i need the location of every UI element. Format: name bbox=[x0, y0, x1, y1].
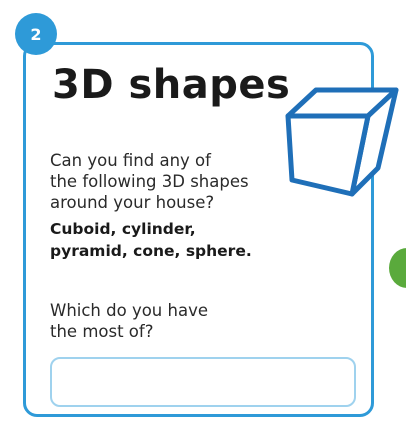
question-text bbox=[50, 150, 290, 213]
question-line: around your house? bbox=[50, 193, 215, 212]
shapes-line: pyramid, cone, sphere. bbox=[50, 242, 252, 260]
next-step-badge bbox=[389, 248, 406, 288]
answer-input[interactable] bbox=[50, 357, 356, 407]
card-title: 3D shapes bbox=[52, 62, 291, 108]
question-line: the following 3D shapes bbox=[50, 172, 249, 191]
shapes-line: Cuboid, cylinder, bbox=[50, 220, 196, 238]
prompt-text bbox=[50, 300, 270, 342]
step-number-badge: 2 bbox=[15, 13, 57, 55]
prompt-line: Which do you have bbox=[50, 301, 208, 320]
prompt-line: the most of? bbox=[50, 322, 154, 341]
question-line: Can you find any of bbox=[50, 151, 211, 170]
shapes-list bbox=[50, 218, 300, 262]
cube-icon bbox=[282, 76, 400, 204]
